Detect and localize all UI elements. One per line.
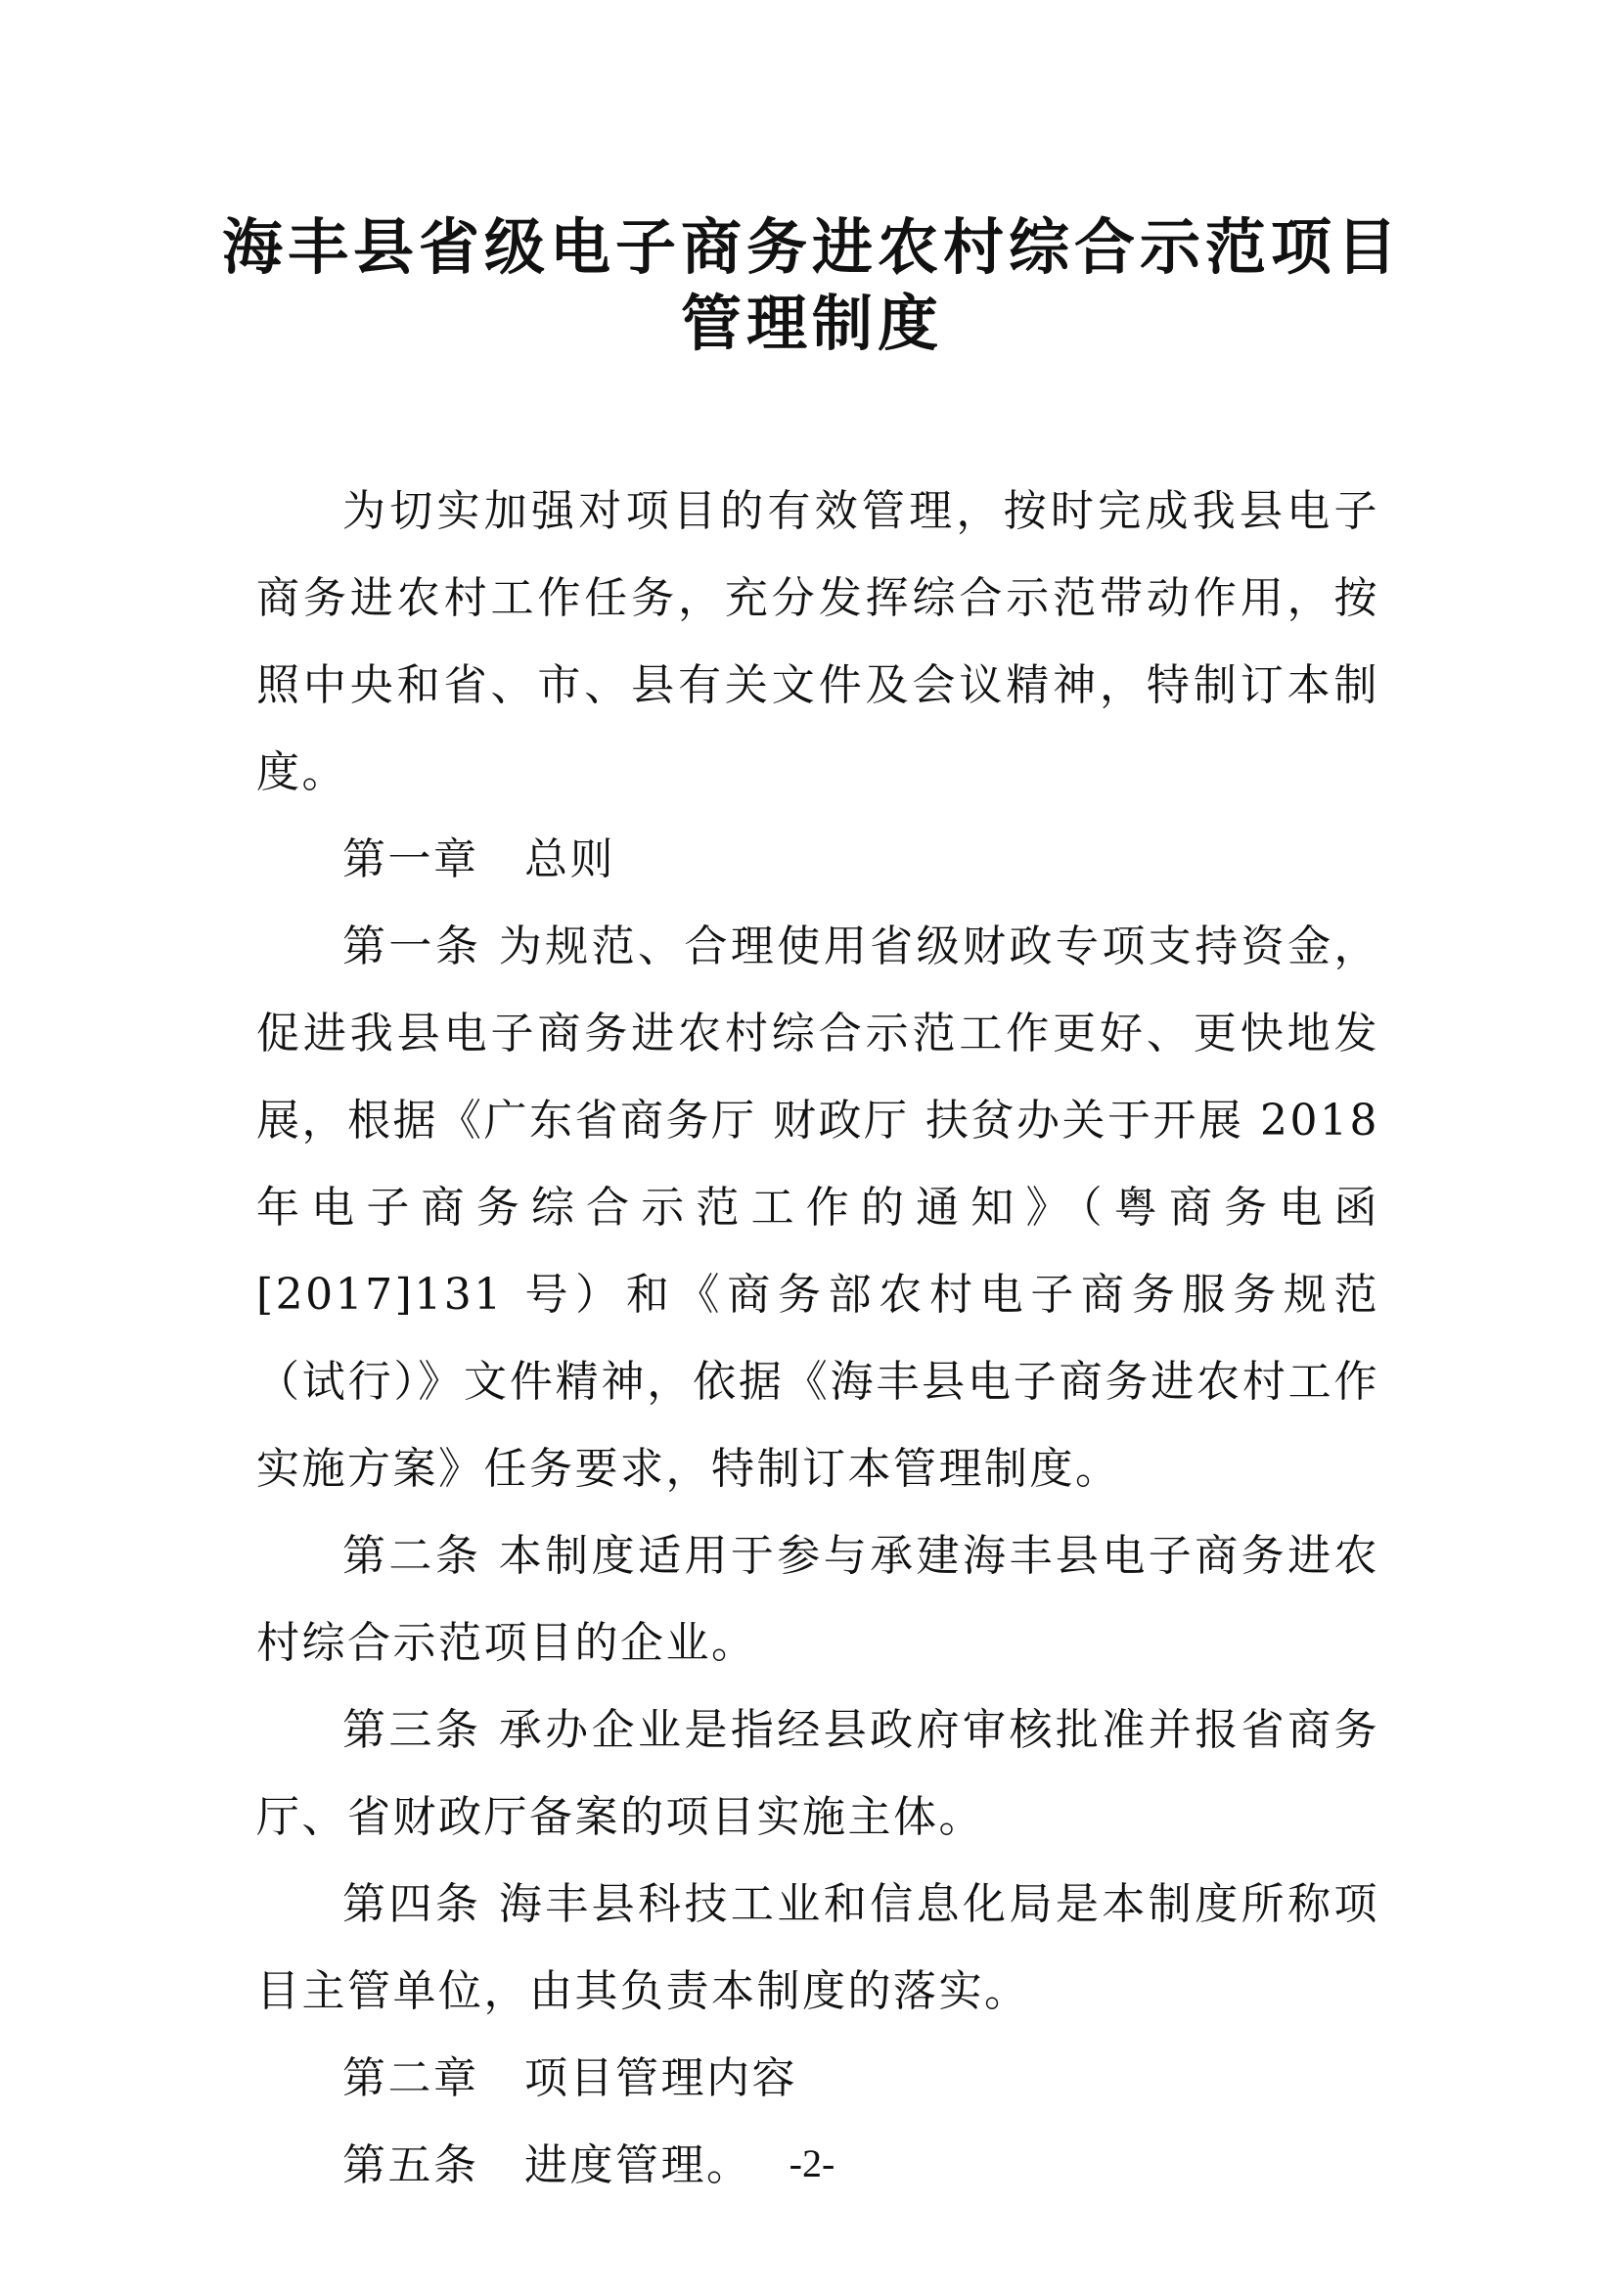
document-title-line-1: 海丰县省级电子商务进农村综合示范项目 [221, 211, 1402, 283]
article-3: 第三条 承办企业是指经县政府审核批准并报省商务厅、省财政厅备案的项目实施主体。 [256, 1705, 1379, 1842]
chapter-1-heading: 第一章 总则 [342, 834, 615, 884]
article-2: 第二条 本制度适用于参与承建海丰县电子商务进农村综合示范项目的企业。 [256, 1531, 1379, 1668]
document-body [256, 468, 1379, 2209]
page-number: -2- [789, 2141, 835, 2185]
article-5: 第五条 进度管理。 [342, 2140, 752, 2190]
intro-paragraph: 为切实加强对项目的有效管理，按时完成我县电子商务进农村工作任务，充分发挥综合示范带动作用，按照中央和省、市、县有关文件及会议精神，特制订本制度。 [256, 486, 1379, 797]
document-title-line-2: 管理制度 [680, 288, 943, 359]
article-1: 第一条 为规范、合理使用省级财政专项支持资金，促进我县电子商务进农村综合示范工作更好、更快地发展，根据《广东省商务厅 财政厅 扶贫办关于开展 2018 年电子商务综合示范工作的通知》（粤商务电函[2017]131 号）和《商务部农村电子商务服务规范（试行）》文件精神，依据《海丰县电子商务进农村工作实施方案》任务要求，特制订本管理制度。 [256, 922, 1379, 1494]
chapter-2-heading: 第二章 项目管理内容 [342, 2053, 797, 2103]
article-4: 第四条 海丰县科技工业和信息化局是本制度所称项目主管单位，由其负责本制度的落实。 [256, 1879, 1379, 2016]
